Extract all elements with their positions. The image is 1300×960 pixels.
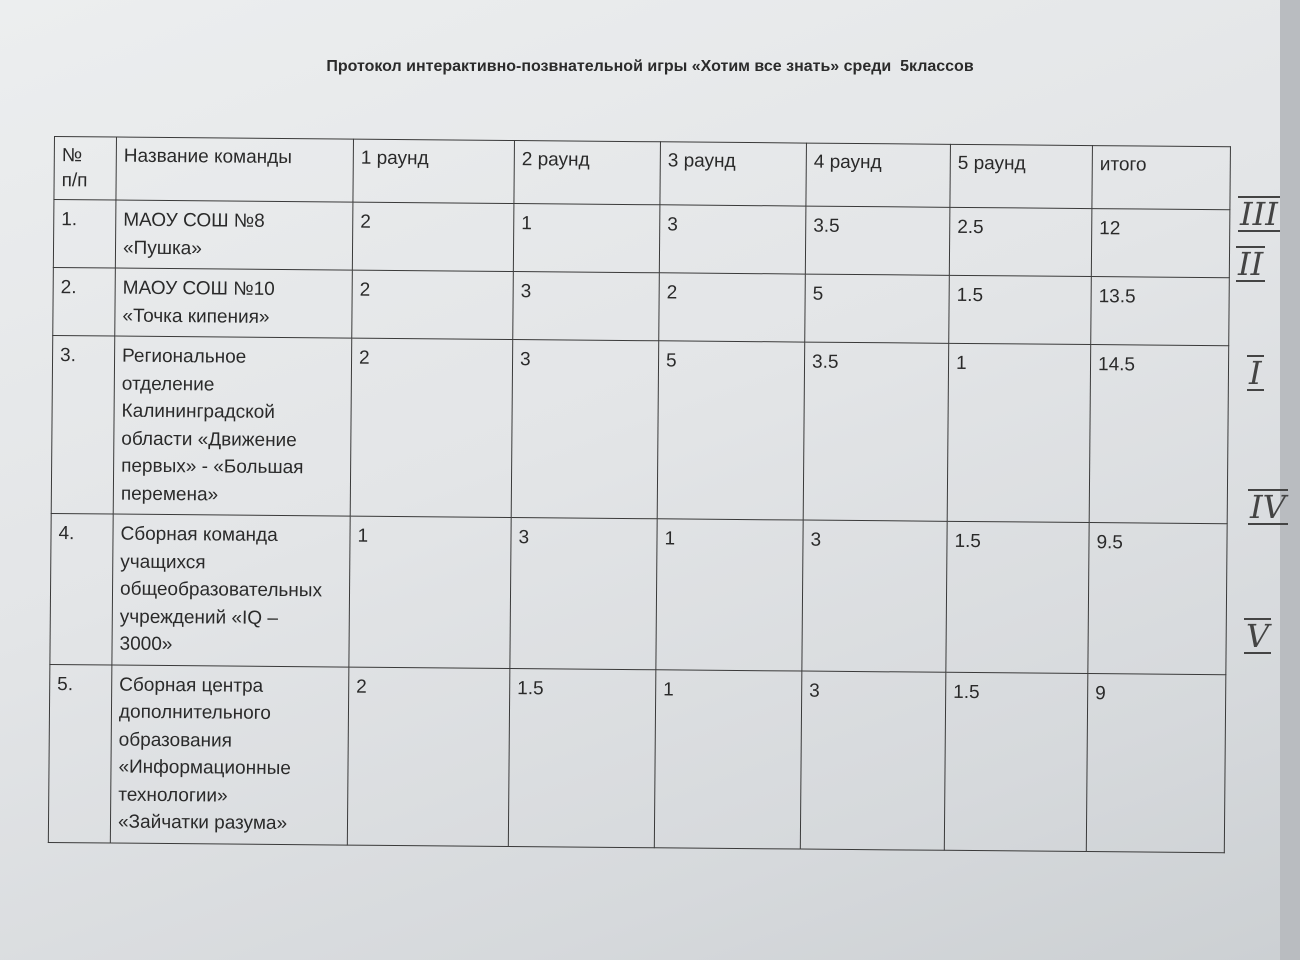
cell-total: 9 <box>1086 673 1226 852</box>
handwritten-place-mark: IV <box>1250 488 1286 526</box>
cell-round5: 2.5 <box>949 207 1092 276</box>
document-title: Протокол интерактивно-позвнательной игры «Хотим все знать» среди 5классов <box>326 58 974 75</box>
table-row <box>53 200 1230 278</box>
header-cell-round2: 2 раунд <box>514 141 661 205</box>
table-row <box>50 513 1227 674</box>
cell-round2: 1 <box>513 204 660 273</box>
header-cell-round5: 5 раунд <box>950 144 1093 208</box>
header-cell-round3: 3 раунд <box>660 142 807 206</box>
cell-round4: 3.5 <box>805 206 950 275</box>
cell-round3: 3 <box>659 205 806 274</box>
cell-team-name: МАОУ СОШ №10 «Точка кипения» <box>115 268 353 338</box>
header-cell-total: итого <box>1092 146 1231 210</box>
cell-round5: 1 <box>947 343 1091 522</box>
cell-round1: 2 <box>350 338 513 517</box>
cell-total: 14.5 <box>1089 345 1229 524</box>
cell-round3: 1 <box>656 519 803 671</box>
header-cell-round1: 1 раунд <box>353 139 515 203</box>
table-header-row <box>54 137 1231 210</box>
header-cell-num: № п/п <box>54 137 117 201</box>
table-row <box>51 335 1229 523</box>
cell-team-name: Сборная команда учащихся общеобразовательных учреждений «IQ – 3000» <box>112 514 350 667</box>
cell-round2: 1.5 <box>508 668 656 847</box>
cell-round1: 2 <box>352 270 514 339</box>
cell-total: 13.5 <box>1091 277 1230 346</box>
handwritten-place-mark: V <box>1246 617 1270 655</box>
table-row <box>48 664 1226 852</box>
cell-round1: 2 <box>352 202 514 271</box>
cell-num: 3. <box>51 335 115 514</box>
cell-round2: 3 <box>513 272 660 341</box>
cell-round5: 1.5 <box>949 275 1092 344</box>
cell-round1: 1 <box>349 516 511 668</box>
cell-total: 12 <box>1091 209 1230 278</box>
cell-num: 2. <box>53 267 116 336</box>
header-cell-round4: 4 раунд <box>806 143 951 207</box>
cell-round3: 2 <box>659 273 806 342</box>
cell-round2: 3 <box>510 518 657 670</box>
cell-num: 4. <box>50 513 113 664</box>
handwritten-place-mark: III <box>1240 195 1278 233</box>
cell-team-name: Сборная центра дополнительного образования «Информационные технологии» «Зайчатки разума» <box>110 665 349 845</box>
table-row <box>53 267 1230 345</box>
cell-total: 9.5 <box>1088 523 1227 675</box>
cell-num: 1. <box>53 200 116 269</box>
cell-round4: 3.5 <box>803 342 949 521</box>
cell-round4: 3 <box>802 520 947 672</box>
cell-round3: 1 <box>654 669 802 848</box>
handwritten-place-mark: I <box>1249 354 1262 392</box>
cell-team-name: Региональное отделение Калининградской области «Движение первых» - «Большая перемена» <box>113 336 352 516</box>
cell-round5: 1.5 <box>946 521 1089 673</box>
cell-round2: 3 <box>511 340 659 519</box>
header-cell-team: Название команды <box>116 137 354 202</box>
cell-team-name: МАОУ СОШ №8 «Пушка» <box>115 200 353 270</box>
handwritten-place-mark: II <box>1238 245 1264 283</box>
cell-round4: 3 <box>800 671 946 850</box>
cell-round4: 5 <box>805 274 950 343</box>
cell-round3: 5 <box>657 341 805 520</box>
cell-num: 5. <box>48 664 112 843</box>
cell-round5: 1.5 <box>944 672 1088 851</box>
results-table <box>48 136 1231 853</box>
cell-round1: 2 <box>347 667 510 846</box>
